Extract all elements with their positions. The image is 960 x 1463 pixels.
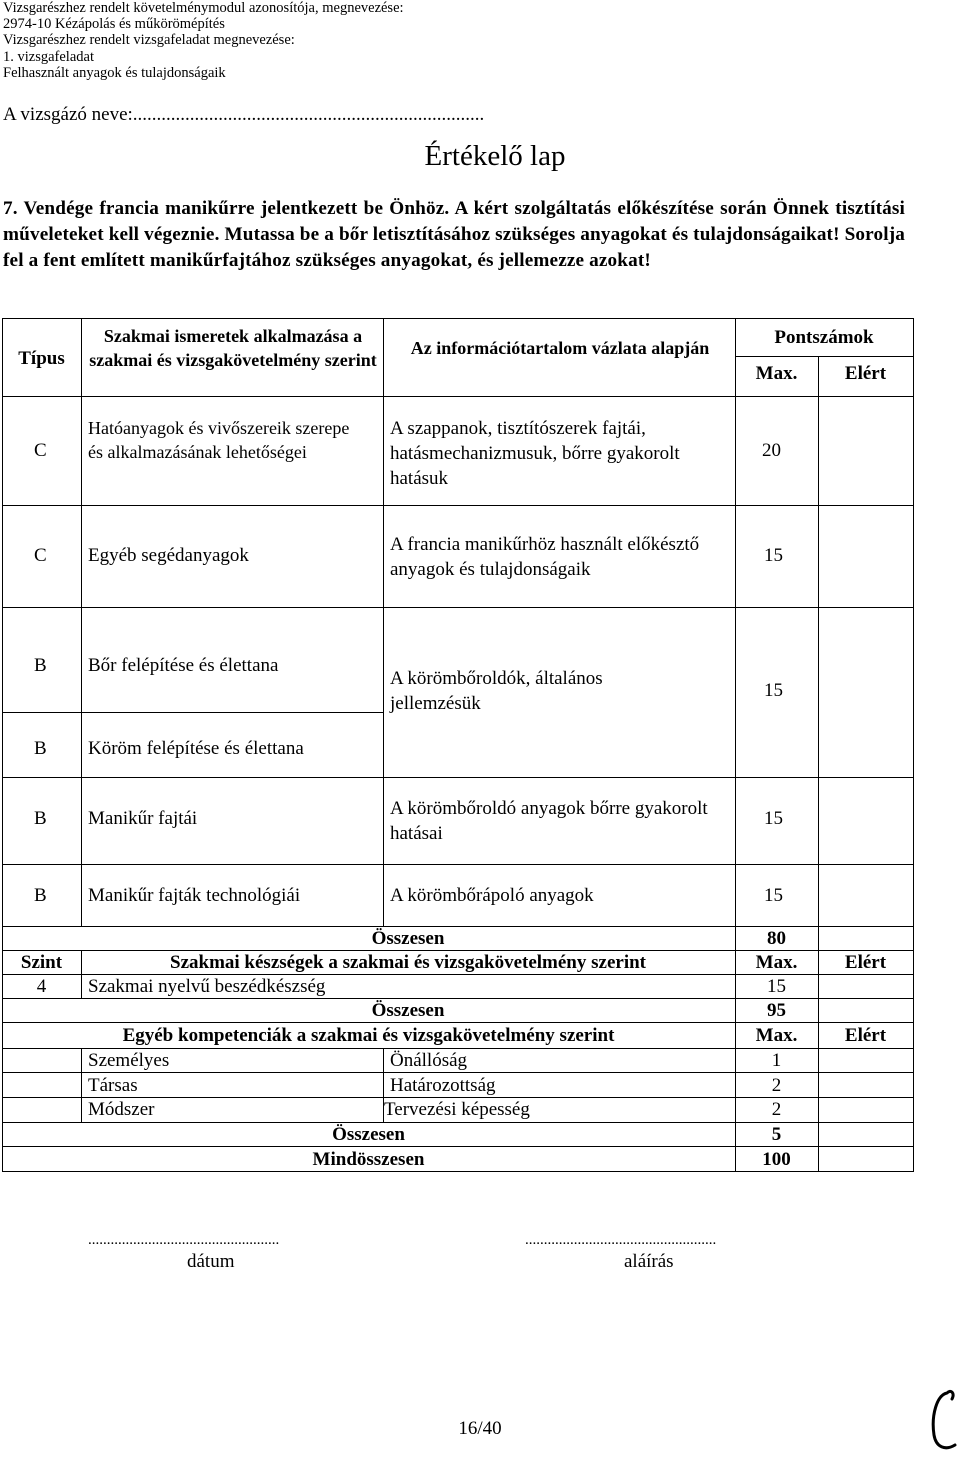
row4-type: B: [34, 738, 47, 759]
signature-label: aláírás: [624, 1251, 674, 1272]
competency-max: 2: [771, 1099, 782, 1120]
page-number: 16/40: [458, 1418, 502, 1439]
col-header-info: Az információtartalom vázlata alapján: [410, 338, 710, 358]
col-header-achieved: Elért: [844, 363, 887, 384]
competency-category: Társas: [88, 1075, 138, 1096]
competency-name: Határozottság: [390, 1075, 496, 1096]
table3-total-label: Összesen: [332, 1124, 405, 1145]
competency-max: 1: [771, 1050, 782, 1071]
competency-max: 2: [771, 1075, 782, 1096]
col-header-max: Max.: [755, 363, 798, 384]
row6-type: B: [34, 885, 47, 906]
handwritten-signature: [925, 1385, 960, 1455]
table2-col-header-achieved: Elért: [844, 952, 887, 973]
row2-max: 15: [764, 545, 783, 566]
skill-level: 4: [36, 976, 47, 997]
competency-category: Személyes: [88, 1050, 170, 1071]
row5-max: 15: [764, 808, 783, 829]
row2-info: A francia manikűrhöz használt előkésztő anyagok és tulajdonságaik: [390, 534, 700, 580]
row5-type: B: [34, 808, 47, 829]
grand-total-label: Mindösszesen: [312, 1149, 425, 1170]
row1-max: 20: [762, 440, 781, 461]
date-label: dátum: [187, 1251, 235, 1272]
row2-type: C: [34, 545, 47, 566]
date-line: ...................................................: [88, 1232, 280, 1248]
row3-info: A körömbőroldók, általános jellemzésük: [390, 668, 603, 714]
col-header-skills: Szakmai készségek a szakmai és vizsgakövetelmény szerint: [170, 952, 646, 973]
row1-info: A szappanok, tisztítószerek fajtái, hatásmechanizmusuk, bőrre gyakorolt hatásuk: [390, 418, 680, 489]
header-line-topic: Felhasznált anyagok és tulajdonságaik: [3, 64, 226, 81]
col-header-level: Szint: [20, 952, 63, 973]
signature-line: ...................................................: [525, 1232, 717, 1248]
task-description: 7. Vendége francia manikűrre jelentkezett be Önhöz. A kért szolgáltatás előkészítése során Önnek tisztítási műveleteket kell végeznie. Mutassa be a bőr letisztításához szükséges anyagokat és tulajdonságaikat! Sorolja fel a fent említett manikűrfajtához szükséges anyagokat, és jellemezze azokat!: [3, 198, 905, 272]
table1-total: 80: [767, 928, 786, 949]
competency-category: Módszer: [88, 1099, 155, 1120]
table1-total-label: Összesen: [371, 928, 445, 949]
skill-name: Szakmai nyelvű beszédkészség: [88, 976, 326, 997]
header-line-task-label: Vizsgarészhez rendelt vizsgafeladat megnevezése:: [3, 32, 295, 49]
row5-info: A körömbőroldó anyagok bőrre gyakorolt hatásai: [390, 798, 708, 844]
row3-type: B: [34, 655, 47, 676]
header-line-module-label: Vizsgarészhez rendelt követelménymodul azonosítója, megnevezése:: [3, 0, 404, 16]
row1-type: C: [34, 440, 47, 461]
col-header-type: Típus: [18, 348, 65, 369]
skill-max: 15: [767, 976, 786, 997]
grand-total: 100: [762, 1149, 791, 1170]
row4-knowledge: Köröm felépítése és élettana: [88, 738, 304, 759]
row6-max: 15: [764, 885, 783, 906]
table3-total: 5: [771, 1124, 782, 1145]
header-line-task: 1. vizsgafeladat: [3, 48, 94, 65]
candidate-name-line: A vizsgázó neve:..........................................................................: [3, 104, 485, 125]
col-header-knowledge: Szakmai ismeretek alkalmazása a szakmai és vizsgakövetelmény szerint: [89, 326, 377, 370]
col-header-points: Pontszámok: [774, 327, 874, 348]
row6-knowledge: Manikűr fajták technológiái: [88, 885, 301, 906]
row5-knowledge: Manikűr fajtái: [88, 808, 198, 829]
row6-info: A körömbőrápoló anyagok: [390, 885, 594, 906]
page-title: Értékelő lap: [424, 140, 566, 172]
row3-knowledge: Bőr felépítése és élettana: [88, 655, 279, 676]
row2-knowledge: Egyéb segédanyagok: [88, 545, 249, 566]
row3-max: 15: [764, 680, 783, 701]
competency-name: Tervezési képesség: [384, 1099, 530, 1120]
competency-name: Önállóság: [390, 1050, 468, 1071]
col-header-other-competencies: Egyéb kompetenciák a szakmai és vizsgakövetelmény szerint: [122, 1025, 615, 1046]
table2-col-header-max: Max.: [755, 952, 798, 973]
document-header: [3, 0, 404, 81]
table2-total-label: Összesen: [371, 1000, 445, 1021]
row1-knowledge: Hatóanyagok és vivőszereik szerepe és alkalmazásának lehetőségei: [88, 418, 350, 462]
table3-col-header-achieved: Elért: [844, 1025, 887, 1046]
table2-total: 95: [767, 1000, 786, 1021]
header-line-module: 2974-10 Kézápolás és műkörömépítés: [3, 16, 225, 33]
table3-col-header-max: Max.: [755, 1025, 798, 1046]
